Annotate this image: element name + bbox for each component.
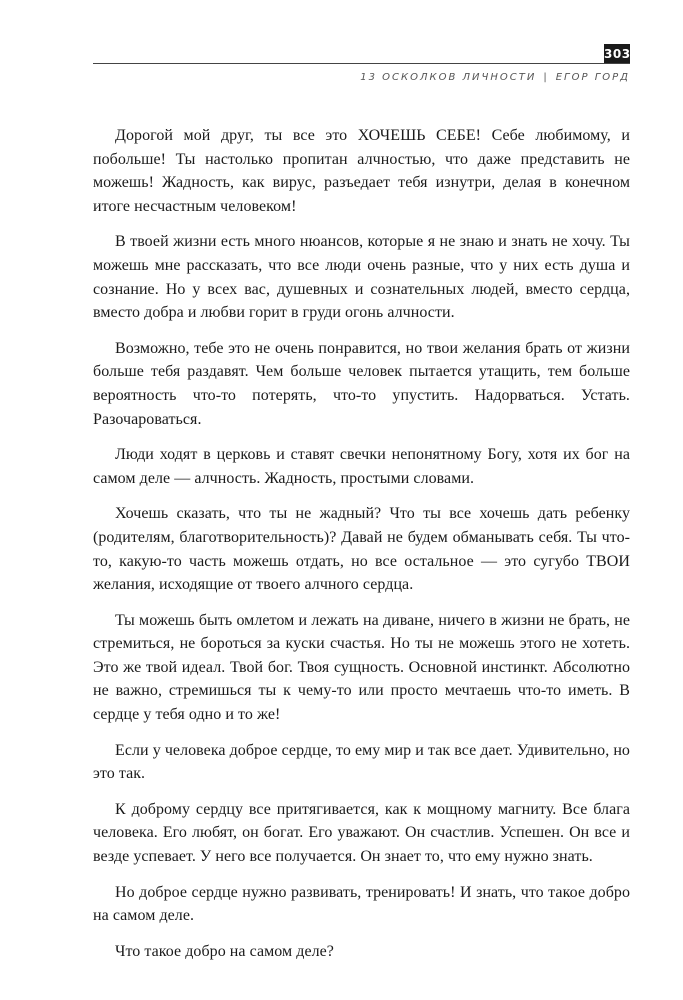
body-text (93, 124, 630, 975)
running-head (360, 72, 630, 83)
paragraph: Люди ходят в церковь и ставят свечки непонятному Богу, хотя их бог на самом деле — алчность. Жадность, простыми словами. (93, 446, 630, 487)
header-rule (93, 63, 630, 64)
running-head-separator: | (543, 72, 549, 83)
paragraph: Хочешь сказать, что ты не жадный? Что ты все хочешь дать ребенку (родителям, благотворительность)? Давай не будем обманывать себя. Ты что-то, какую-то часть можешь отдать, но все остальное — это сугубо ТВОИ желания, исходящие от твоего алчного сердца. (93, 505, 630, 594)
paragraph: Дорогой мой друг, ты все это ХОЧЕШЬ СЕБЕ! Себе любимому, и побольше! Ты настолько пропитан алчностью, что даже представить не можешь! Жадность, как вирус, разъедает тебя изнутри, делая в конечном итоге несчастным человеком! (93, 127, 630, 215)
paragraph: Но доброе сердце нужно развивать, тренировать! И знать, что такое добро на самом деле. (93, 883, 630, 925)
paragraph: Ты можешь быть омлетом и лежать на диване, ничего в жизни не брать, не стремиться, не бороться за куски счастья. Но ты не можешь этого не хотеть. Это же твой идеал. Твой бог. Твоя сущность. Основной инстинкт. Абсолютно не важно, стремишься ты к чему-то или просто мечтаешь что-то иметь. В сердце у тебя одно и то же! (93, 611, 630, 724)
running-head-author: ЕГОР ГОРД (555, 72, 630, 83)
running-head-book-title: 13 ОСКОЛКОВ ЛИЧНОСТИ (360, 72, 537, 83)
paragraph: Возможно, тебе это не очень понравится, но твои желания брать от жизни больше тебя раздавят. Чем больше человек пытается утащить, тем больше вероятность что-то потерять, что-то упустить. Надорваться. Устать. Разочароваться. (93, 339, 630, 428)
paragraph: Если у человека доброе сердце, то ему мир и так все дает. Удивительно, но это так. (93, 741, 630, 783)
paragraph: К доброму сердцу все притягивается, как к мощному магниту. Все блага человека. Его любят, он богат. Его уважают. Он счастлив. Успешен. Он все и везде успевает. У него все получается. Он знает то, что ему нужно знать. (93, 800, 630, 866)
page-number: 303 (604, 44, 630, 64)
paragraph: Что такое добро на самом деле? (115, 942, 334, 960)
paragraph: В твоей жизни есть много нюансов, которые я не знаю и знать не хочу. Ты можешь мне рассказать, что все люди очень разные, что у них есть душа и сознание. Но у всех вас, душевных и сознательных людей, вместо сердца, вместо добра и любви горит в груди огонь алчности. (93, 233, 630, 322)
